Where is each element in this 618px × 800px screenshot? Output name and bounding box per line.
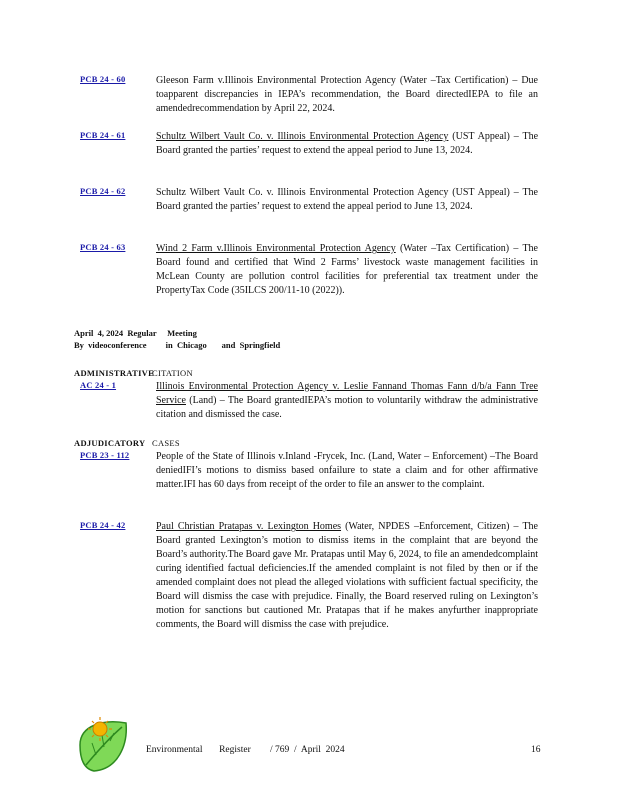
case-title: Paul Christian Pratapas v. Lexington Homes xyxy=(156,521,342,532)
leaf-logo-icon xyxy=(74,715,132,775)
case-summary xyxy=(156,450,538,492)
case-number-link[interactable]: PCB 24 - 61 xyxy=(80,130,126,140)
meeting-location: By videoconference in Chicago and Springfield xyxy=(74,340,281,350)
case-number-link[interactable]: PCB 24 - 62 xyxy=(80,186,126,196)
case-body: People of the State of Illinois v.Inland -Frycek, Inc. (Land, Water – Enforcement) –The Board deniedIFI’s motions to dismiss based onfailure to state a claim and for other affirmative matter.IFI has 60 days from receipt of the order to file an answer to the complaint. xyxy=(156,451,538,490)
case-title: Illinois Environmental Protection Agency v. Leslie Fannand Thomas Fann d/b/a Fann Tree Service xyxy=(156,381,538,406)
case-body: (UST Appeal) – The Board granted the parties’ request to extend the appeal period to June 13, 2024. xyxy=(156,131,539,156)
case-number-link[interactable]: PCB 24 - 63 xyxy=(80,242,126,252)
case-entry xyxy=(80,380,538,422)
case-entry xyxy=(80,242,538,298)
case-body: Schultz Wilbert Vault Co. v. Illinois Environmental Protection Agency (UST Appeal) – The Board granted the parties’ request to extend the appeal period to June 13, 2024. xyxy=(156,187,538,212)
case-entry xyxy=(80,74,538,116)
page-number: 16 xyxy=(531,745,541,755)
case-summary xyxy=(156,186,538,214)
case-summary xyxy=(156,130,538,158)
case-title: Schultz Wilbert Vault Co. v. Illinois Environmental Protection Agency xyxy=(156,131,449,142)
section-label-cases: CASES xyxy=(152,438,180,448)
meeting-date: April 4, 2024 Regular Meeting xyxy=(74,328,197,338)
case-entry xyxy=(80,450,538,492)
case-body: (Land) – The Board grantedIEPA’s motion to voluntarily withdraw the administrative citation and dismissed the case. xyxy=(156,395,538,420)
case-summary xyxy=(156,520,538,632)
case-body: (Water, NPDES –Enforcement, Citizen) – The Board granted Lexington’s motion to dismiss items in the complaint that are beyond the Board’s authority.The Board gave Mr. Pratapas until May 6, 2024, to file an amendedcomplaint curing identified factual deficiencies.If the amended complaint is not filed by then or if the amended complaint does not plead the alleged violations with sufficient factual specificity, the Board will dismiss the case with prejudice. Finally, the Board reserved ruling on Lexington’s motion for sanctions but cautioned Mr. Pratapas that if he makes anyfurther inappropriate comments, the Board will dismiss the case with prejudice. xyxy=(156,521,538,630)
case-summary xyxy=(156,74,538,116)
section-label-adjudicatory: ADJUDICATORY xyxy=(74,438,146,448)
case-summary xyxy=(156,242,538,298)
case-number-link[interactable]: PCB 24 - 42 xyxy=(80,520,126,530)
case-number-link[interactable]: PCB 24 - 60 xyxy=(80,74,126,84)
meeting-header xyxy=(74,327,280,351)
section-label-citation: CITATION xyxy=(152,368,193,378)
case-summary xyxy=(156,380,538,422)
case-number-link[interactable]: PCB 23 - 112 xyxy=(80,450,130,460)
case-number-link[interactable]: AC 24 - 1 xyxy=(80,380,117,390)
footer-issue: / 769 / April 2024 xyxy=(270,745,345,755)
case-entry xyxy=(80,520,538,632)
footer-title: Environmental Register xyxy=(146,745,251,755)
case-body: Gleeson Farm v.Illinois Environmental Protection Agency (Water –Tax Certification) – Due toapparent discrepancies in IEPA’s recommendation, the Board directedIEPA to file an amendedrecommendation by April 22, 2024. xyxy=(156,75,538,114)
section-label-administrative: ADMINISTRATIVE xyxy=(74,368,155,378)
case-entry xyxy=(80,130,538,158)
case-title: Wind 2 Farm v.Illinois Environmental Protection Agency xyxy=(156,243,396,254)
case-body: (Water –Tax Certification) – The Board found and certified that Wind 2 Farms’ livestock waste management facilities in McLean County are pollution control facilities for preferential tax treatment under the PropertyTax Code (35ILCS 200/11-10 (2022)). xyxy=(156,243,538,296)
case-entry xyxy=(80,186,538,214)
